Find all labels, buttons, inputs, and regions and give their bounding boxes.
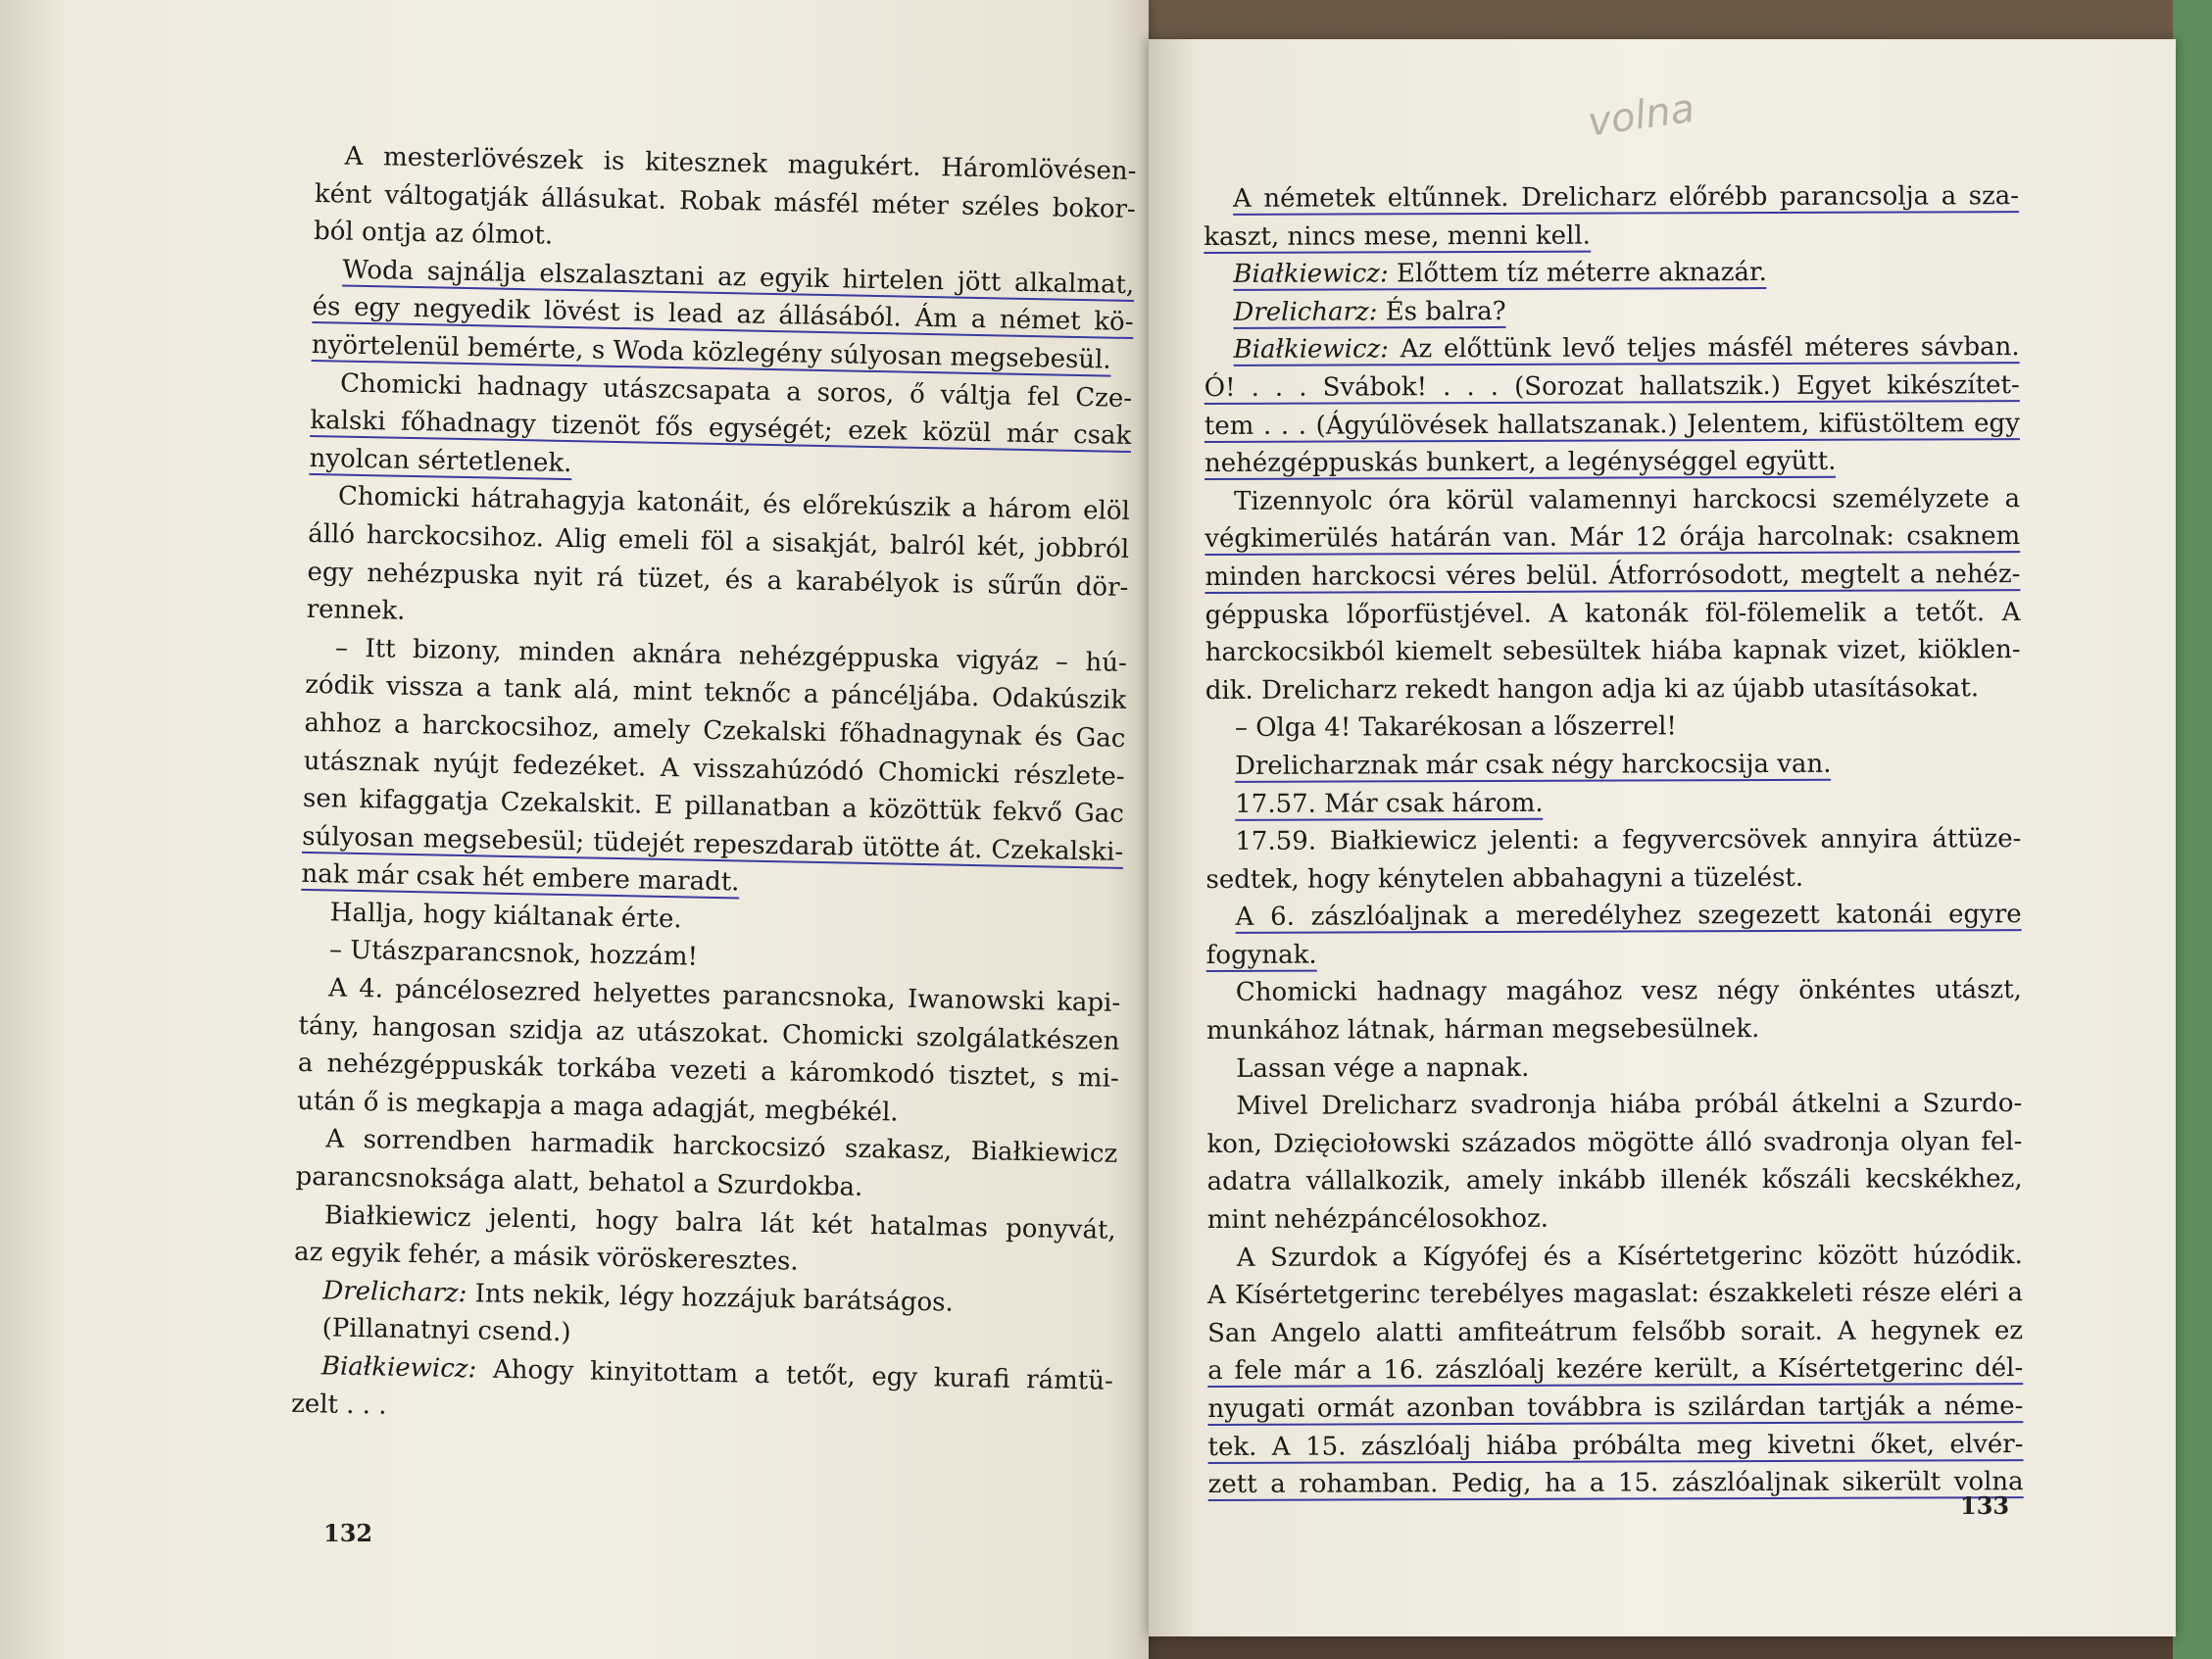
line-text: [1207, 1165, 2023, 1197]
line-text: [1207, 1278, 2023, 1310]
line-content: nyugati ormát azonban továbbra is szilárdan tartják a néme-: [1207, 1391, 2024, 1424]
line-text: [1206, 940, 1317, 971]
text-line: [1204, 405, 2020, 445]
line-content: kaszt, nincs mese, menni kell.: [1204, 220, 1591, 252]
speaker-name: Drelicharz:: [1233, 297, 1378, 327]
line-content: (Pillanatnyi csend.): [321, 1313, 571, 1348]
text-line: [1204, 594, 2020, 634]
line-text: [1233, 297, 1505, 329]
line-content: az egyik fehér, a másik vöröskeresztes.: [293, 1238, 799, 1277]
text-line: [1206, 1048, 2022, 1088]
text-line: [1204, 328, 2020, 368]
line-text: [1235, 750, 1831, 783]
text-line: [1207, 1349, 2023, 1390]
line-text: [1234, 484, 2020, 516]
line-content: Tizennyolc óra körül valamennyi harckocsi személyzete a: [1234, 483, 2021, 516]
text-line: [1206, 1009, 2022, 1049]
text-line: [1207, 1198, 2023, 1239]
line-content: adatra vállalkozik, amely inkább illenék kőszáli kecskékhez,: [1206, 1164, 2023, 1197]
text-line: [1205, 631, 2021, 671]
line-content: – Itt bizony, minden aknára nehézgéppuska vigyáz – hú-: [334, 633, 1128, 678]
line-content: Chomicki hadnagy utászcsapata a soros, ő váltja fel Cze-: [339, 368, 1133, 414]
text-line: [1207, 1274, 2023, 1314]
line-text: [294, 1238, 799, 1277]
line-content: zódik vissza a tank alá, mint teknőc a páncéljába. Odakúszik: [304, 670, 1127, 716]
line-content: ból ontja az ólmot.: [313, 217, 554, 251]
left-page-text: [291, 137, 1137, 1439]
text-line: [1204, 480, 2020, 520]
line-text: [1233, 181, 2019, 216]
line-content: minden harckocsi véres belül. Átforrósodott, megtelt a nehéz-: [1204, 560, 2021, 592]
line-content: parancsnoksága alatt, behatol a Szurdokba.: [295, 1161, 863, 1202]
line-content: álló harckocsihoz. Alig emeli föl a sisakját, balról két, jobbról: [307, 518, 1130, 564]
line-content: Ints nekik, légy hozzájuk barátságos.: [467, 1278, 955, 1318]
line-content: A mesterlövészek is kitesznek magukért. Háromlövésen-: [344, 141, 1137, 187]
line-content: 17.57. Már csak három.: [1235, 788, 1544, 819]
line-text: [1204, 521, 2020, 556]
page-number-left: 132: [323, 1519, 373, 1547]
line-content: géppuska lőporfüstjével. A katonák föl-fölemelik a tetőt. A: [1204, 597, 2021, 630]
text-line: [1205, 858, 2021, 899]
line-content: egy nehézpuska nyit rá tüzet, és a karabélyok is sűrűn dör-: [307, 557, 1129, 603]
line-content: Chomicki hadnagy magához vesz négy önkéntes utászt,: [1235, 975, 2022, 1008]
text-line: [1206, 934, 2022, 974]
line-text: [1207, 1316, 2023, 1348]
line-content: mint nehézpáncélosokhoz.: [1206, 1203, 1549, 1236]
line-content: tem . . . (Ágyúlövések hallatszanak.) Jelentem, kifüstöltem egy: [1204, 408, 2020, 441]
text-line: [1207, 1161, 2023, 1201]
line-content: tek. A 15. zászlóalj hiába próbálta meg kivetni őket, elvér-: [1207, 1429, 2024, 1462]
line-content: Hallja, hogy kiáltanak érte.: [329, 898, 682, 935]
line-content: A németek eltűnnek. Drelicharz előrébb parancsolja a sza-: [1233, 181, 2020, 214]
line-content: súlyosan megsebesül; tüdejét repeszdarab ütötte át. Czekalski-: [302, 821, 1124, 867]
text-line: [1204, 177, 2019, 218]
text-line: [1205, 745, 2021, 785]
line-content: nyolcan sértetlenek.: [309, 443, 572, 478]
line-text: [1235, 824, 2021, 856]
line-text: [1204, 370, 2020, 405]
line-text: [1233, 258, 1767, 291]
line-content: a nehézgéppuskák torkába vezeti a káromkodó tisztet, s mi-: [297, 1049, 1119, 1095]
line-text: [1234, 332, 2020, 366]
speaker-name: Białkiewicz:: [320, 1351, 477, 1385]
line-text: [1237, 1241, 2023, 1273]
line-text: [1204, 560, 2020, 594]
line-content: A Kísértetgerinc terebélyes magaslat: északkeleti része eléri a: [1206, 1278, 2024, 1311]
line-text: [1207, 1204, 1548, 1235]
line-content: dik. Drelicharz rekedt hangon adja ki az újabb utasításokat.: [1204, 672, 1980, 706]
text-line: [1208, 1463, 2024, 1503]
line-content: Drelicharznak már csak négy harckocsija van.: [1235, 749, 1832, 781]
line-text: [329, 936, 698, 972]
text-line: [1206, 1085, 2022, 1125]
text-line: [1205, 820, 2021, 860]
line-content: rennek.: [306, 595, 406, 626]
line-text: [314, 217, 554, 251]
line-content: kalski főhadnagy tizenöt fős egységét; ezek közül már csak: [310, 406, 1132, 452]
speaker-name: Białkiewicz:: [1233, 259, 1389, 290]
line-text: [1207, 1353, 2023, 1388]
speaker-name: Białkiewicz:: [1233, 334, 1390, 366]
line-text: [1235, 788, 1544, 820]
line-text: [1205, 863, 1803, 895]
line-content: tány, hangosan szidja az utászokat. Chomicki szolgálatkészen: [298, 1010, 1120, 1056]
text-line: [1204, 253, 2019, 293]
line-text: [1204, 598, 2020, 630]
line-content: utásznak nyújt fedezéket. A visszahúzódó Chomicki részlete-: [303, 746, 1125, 792]
line-content: ként váltogatják állásukat. Robak másfél méter széles bokor-: [314, 178, 1137, 224]
line-text: [1206, 1127, 2022, 1159]
line-content: fogynak.: [1205, 940, 1317, 970]
line-content: – Olga 4! Takarékosan a lőszerrel!: [1234, 711, 1677, 744]
line-content: és egy negyedik lövést is lead az állásából. Ám a német kö-: [312, 292, 1134, 338]
book-cover-edge: [2173, 0, 2212, 1659]
line-content: Woda sajnálja elszalasztani az egyik hirtelen jött alkalmat,: [342, 255, 1135, 300]
line-text: [309, 444, 571, 480]
line-text: [1205, 673, 1979, 706]
text-line: [1207, 1312, 2023, 1352]
text-line: [1205, 669, 2021, 709]
line-text: [1236, 1053, 1529, 1084]
line-content: A 6. zászlóaljnak a meredélyhez szegezett katonái egyre: [1235, 900, 2022, 933]
text-line: [1206, 1123, 2022, 1163]
line-text: [1207, 1430, 2023, 1464]
line-text: [1204, 409, 2020, 443]
text-line: [1206, 972, 2022, 1012]
line-text: [1208, 1467, 2024, 1501]
line-content: nak már csak hét embere maradt.: [301, 859, 740, 898]
line-text: [1236, 976, 2022, 1008]
line-content: 17.59. Białkiewicz jelenti: a fegyvercsövek annyira áttüze-: [1235, 824, 2022, 856]
line-content: Az előttünk levő teljes másfél méteres sávban.: [1388, 332, 2020, 365]
line-content: Ahogy kinyitottam a tetőt, egy kurafi rámtü-: [476, 1354, 1114, 1396]
line-text: [321, 1314, 570, 1348]
line-content: És balra?: [1377, 296, 1506, 327]
line-content: A 4. páncélosezred helyettes parancsnoka, Iwanowski kapi-: [328, 973, 1121, 1018]
line-content: zett a rohamban. Pedig, ha a 15. zászlóaljnak sikerült volna: [1207, 1467, 2024, 1500]
text-line: [1204, 366, 2020, 407]
line-content: – Utászparancsnok, hozzám!: [328, 935, 699, 973]
page-number-right: 133: [1960, 1491, 2010, 1520]
line-text: [306, 595, 405, 626]
pencil-note: volna: [1585, 85, 1697, 146]
line-content: San Angelo alatti amfiteátrum felsőbb sorait. A hegynek ez: [1207, 1315, 2024, 1348]
line-text: [301, 859, 740, 900]
line-content: harckocsikból kiemelt sebesültek hiába kapnak vizet, kiöklen-: [1204, 635, 2021, 668]
text-line: [1204, 556, 2020, 596]
text-line: [1204, 517, 2020, 558]
line-text: [330, 898, 682, 934]
line-content: Białkiewicz jelenti, hogy balra lát két hatalmas ponyvát,: [323, 1200, 1117, 1245]
line-content: nyörtelenül bemérte, s Woda közlegény súlyosan megsebesül.: [311, 329, 1111, 375]
line-content: nehézgéppuskás bunkert, a legénységgel együtt.: [1204, 446, 1837, 479]
text-line: [1207, 1388, 2023, 1428]
text-line: [1205, 783, 2021, 823]
line-content: Chomicki hátrahagyja katonáit, és előrekúszik a három elöl: [337, 481, 1131, 527]
line-content: a fele már a 16. zászlóalj kezére került, a Kísértetgerinc dél-: [1207, 1353, 2024, 1387]
line-text: [1235, 712, 1677, 744]
line-text: [1236, 900, 2022, 934]
line-content: A Szurdok a Kígyófej és a Kísértetgerinc között húzódik.: [1236, 1240, 2023, 1273]
text-line: [1204, 442, 2020, 482]
speaker-name: Drelicharz:: [322, 1276, 467, 1308]
line-content: ahhoz a harckocsihoz, amely Czekalski főhadnagynak és Gac: [304, 708, 1126, 754]
line-text: [1206, 1014, 1760, 1046]
line-text: [1207, 1391, 2023, 1426]
line-content: Előttem tíz méterre aknazár.: [1388, 258, 1767, 289]
line-text: [291, 1389, 387, 1420]
line-text: [295, 1162, 862, 1202]
text-line: [1205, 707, 2021, 747]
line-content: sen kifaggatja Czekalskit. E pillanatban a közöttük fekvő Gac: [302, 783, 1125, 830]
line-content: zelt . . .: [290, 1389, 387, 1421]
line-content: Lassan vége a napnak.: [1236, 1052, 1530, 1084]
line-content: Ó! . . . Svábok! . . . (Sorozat hallatszik.) Egyet kikészítet-: [1204, 370, 2020, 403]
line-content: kon, Dzięciołowski százados mögötte álló svadronja olyan fel-: [1206, 1126, 2023, 1159]
line-content: végkimerülés határán van. Már 12 órája harcolnak: csaknem: [1204, 521, 2021, 555]
line-content: Mivel Drelicharz svadronja hiába próbál átkelni a Szurdo-: [1236, 1089, 2023, 1122]
text-line: [1206, 896, 2022, 936]
line-content: után ő is megkapja a maga adagját, megbékél.: [296, 1086, 899, 1128]
line-content: munkához látnak, hárman megsebesülnek.: [1205, 1014, 1760, 1047]
line-text: [1236, 1089, 2022, 1121]
line-text: [1204, 447, 1837, 480]
text-line: [1207, 1426, 2023, 1466]
line-content: A sorrendben harmadik harckocsizó szakasz, Białkiewicz: [325, 1124, 1118, 1170]
line-text: [1205, 635, 2021, 667]
line-content: sedtek, hogy kénytelen abbahagyni a tüzelést.: [1205, 862, 1804, 895]
right-page-text: [1204, 177, 2024, 1504]
text-line: [1204, 216, 2019, 256]
text-line: [1204, 291, 2019, 331]
text-line: [1207, 1237, 2023, 1277]
line-text: [1204, 220, 1591, 253]
